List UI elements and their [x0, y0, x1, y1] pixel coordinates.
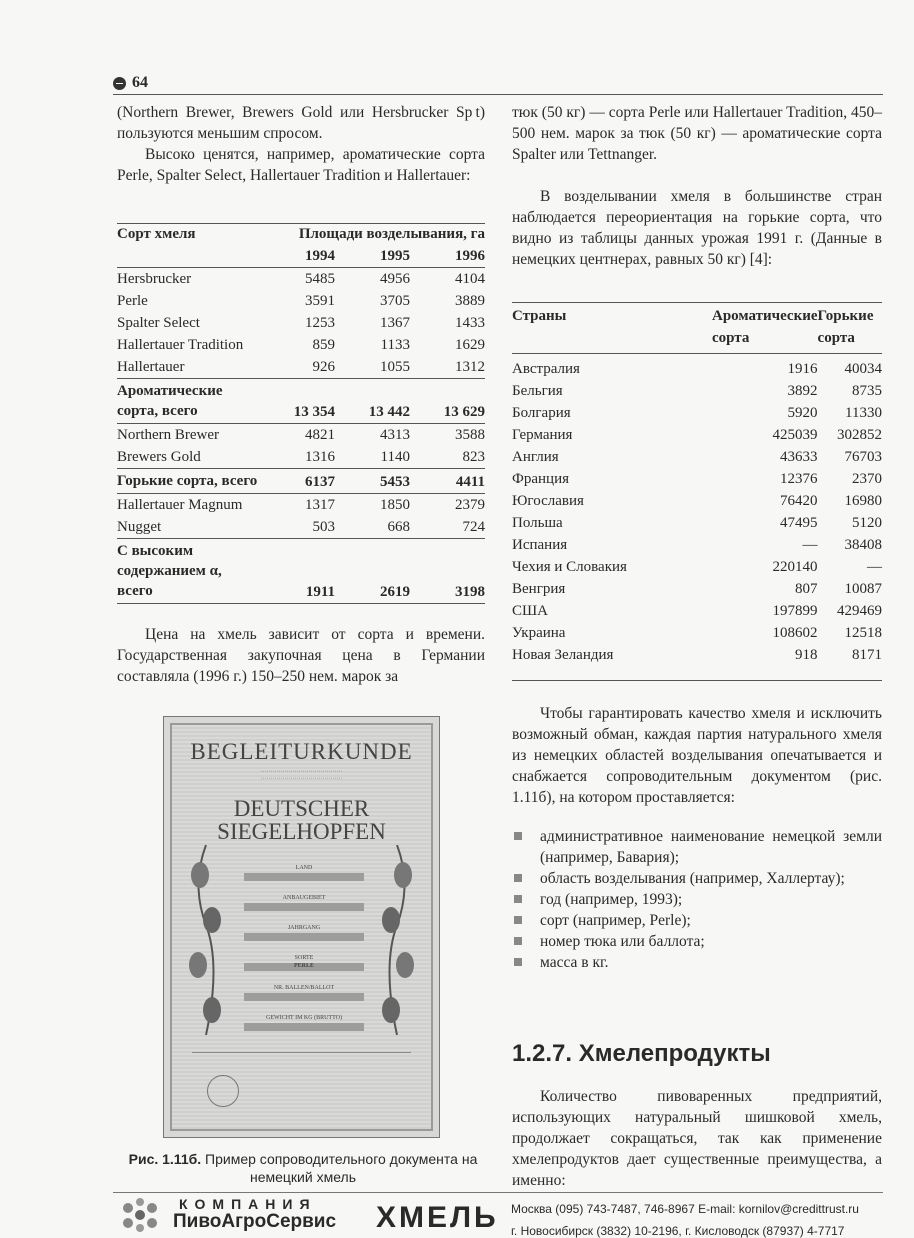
country-name: Польша: [512, 515, 563, 531]
aroma-value: 47495: [780, 515, 818, 531]
area-value: 859: [312, 337, 335, 353]
sort-name: Perle: [117, 293, 148, 309]
area-value: 13 629: [410, 379, 485, 424]
area-value: 1317: [260, 494, 335, 517]
area-value: 6137: [260, 469, 335, 494]
area-value: 1253: [305, 315, 335, 331]
fig-field-label: LAND: [295, 865, 313, 871]
hop-vine-right-icon: [377, 845, 417, 1035]
right-para-1: тюк (50 кг) — сорта Perle или Hallertauer Tradition, 450–500 нем. марок за тюк (50 кг) — ароматические сорта Spalter или Tettnanger.: [512, 104, 882, 163]
area-value: 1629: [455, 337, 485, 353]
left-para-2: Высоко ценятся, например, ароматические сорта Perle, Spalter Select, Hallertauer Tradition и Hallertauer:: [117, 146, 485, 184]
sort-name: Hallertauer Tradition: [117, 337, 244, 353]
hop-logo-icon: [117, 1198, 163, 1232]
country-name: Югославия: [512, 493, 584, 509]
area-value: 5453: [335, 469, 410, 494]
table1-row: [117, 494, 485, 517]
hop-vine-left-icon: [186, 845, 226, 1035]
table2-row: [512, 402, 882, 424]
aroma-value: 5920: [787, 405, 818, 421]
company-name: ПивоАгроСервис: [173, 1211, 337, 1232]
contact-line-1: Москва (095) 743-7487, 746-8967 E-mail: kornilov@credittrust.ru: [511, 1202, 859, 1216]
right-para-4: Количество пивоваренных предприятий, использующих натуральный шишковой хмель, продолжает сокращаться, так как применение хмелепродуктов дает существенные преимущества, а именно:: [512, 1088, 882, 1189]
bitter-value: 12518: [844, 625, 882, 641]
section-heading: 1.2.7. Хмелепродукты: [512, 1040, 771, 1067]
left-para-1: (Northern Brewer, Brewers Gold или Hersbrucker Sp t) пользуются меньшим спросом.: [117, 104, 485, 142]
product-name: ХМЕЛЬ: [376, 1201, 499, 1234]
aroma-value: 220140: [772, 559, 818, 575]
figure-caption: [118, 1150, 488, 1186]
fig-stamp-area: [192, 1052, 411, 1123]
bitter-value: 11330: [845, 405, 882, 421]
table2-row: [512, 512, 882, 534]
right-para-2: В возделывании хмеля в большинстве стран наблюдается переориентация на горькие сорта, что видно из таблицы данных урожая 1991 г. (Данные в немецких центнерах, равных 50 кг) [4]:: [512, 188, 882, 268]
area-value: 1911: [260, 539, 335, 604]
table1-row: [117, 446, 485, 469]
area-value: 4313: [335, 424, 410, 447]
country-name: Венгрия: [512, 581, 566, 597]
area-value: 724: [462, 519, 485, 535]
aroma-value: 807: [795, 581, 818, 597]
area-value: 1312: [455, 359, 485, 375]
area-value: 1055: [380, 359, 410, 375]
aroma-value: 12376: [780, 471, 818, 487]
col-sort-header: Сорт хмеля: [117, 226, 196, 242]
aroma-value: —: [802, 537, 818, 553]
fig-field-label: JAHRGANG: [287, 925, 321, 931]
bitter-value: 5120: [852, 515, 882, 531]
country-name: Испания: [512, 537, 568, 553]
country-name: Украина: [512, 625, 566, 641]
area-value: 503: [312, 519, 335, 535]
country-name: Чехия и Словакия: [512, 559, 627, 575]
sort-name: Ароматические сорта, всего: [117, 379, 260, 424]
country-name: Болгария: [512, 405, 571, 421]
country-name: Австралия: [512, 361, 580, 377]
area-value: 1133: [380, 337, 410, 353]
bullet-list: [512, 826, 882, 973]
sort-name: Nugget: [117, 519, 162, 535]
table2-bottom-rule: [512, 680, 882, 681]
bullet-item: сорт (например, Perle);: [512, 910, 882, 931]
caption-label: Рис. 1.11б.: [128, 1151, 202, 1167]
table2-row: [512, 644, 882, 666]
bullet-item: номер тюка или баллота;: [512, 931, 882, 952]
table2-row: [512, 556, 882, 578]
bitter-value: 38408: [844, 537, 882, 553]
caption-text: Пример сопроводительного документа на немецкий хмель: [201, 1151, 478, 1185]
figure-certificate-image: [163, 716, 440, 1138]
sort-name: Spalter Select: [117, 315, 200, 331]
header-rule: [113, 94, 883, 95]
area-value: 4821: [260, 424, 335, 447]
table1-row: [117, 424, 485, 447]
area-value: 3198: [410, 539, 485, 604]
table1-total-row: [117, 469, 485, 494]
fig-small-print: ········································· ·········································: [260, 769, 343, 782]
fig-title-begleiturkunde: BEGLEITURKUNDE: [190, 739, 413, 764]
table2-row: [512, 424, 882, 446]
year-header: 1995: [380, 248, 410, 264]
seal-icon: [207, 1075, 239, 1107]
aroma-value: 425039: [772, 427, 818, 443]
fig-field-label: ANBAUGEBIET: [282, 895, 326, 901]
bitter-value: 76703: [844, 449, 882, 465]
aroma-value: 1916: [787, 361, 818, 377]
col-bitter-header: Горькие сорта: [817, 308, 874, 346]
country-name: Франция: [512, 471, 569, 487]
bullet-item: административное наименование немецкой земли (например, Бавария);: [512, 826, 882, 868]
area-value: 13 442: [335, 379, 410, 424]
bitter-value: 16980: [844, 493, 882, 509]
table2-row: [512, 578, 882, 600]
page-marker-icon: [113, 77, 126, 90]
country-name: Бельгия: [512, 383, 563, 399]
sort-name: С высоким содержанием α, всего: [117, 539, 260, 604]
country-name: Германия: [512, 427, 573, 443]
area-value: 3705: [380, 293, 410, 309]
aroma-value: 76420: [780, 493, 818, 509]
bullet-item: год (например, 1993);: [512, 889, 882, 910]
bitter-value: 2370: [852, 471, 882, 487]
table1-row: [117, 268, 485, 291]
table1-row: [117, 516, 485, 539]
area-value: 1316: [305, 449, 335, 465]
fig-field-label: GEWICHT IM KG (BRUTTO): [266, 1015, 342, 1021]
fig-field-label: SORTE: [294, 955, 314, 961]
bitter-value: 8735: [852, 383, 882, 399]
fig-sorte-value: PERLE: [293, 963, 314, 969]
area-value: 4411: [410, 469, 485, 494]
country-harvest-table: [512, 303, 882, 666]
year-header: 1996: [455, 248, 485, 264]
aroma-value: 43633: [780, 449, 818, 465]
aroma-value: 108602: [772, 625, 818, 641]
area-value: 4104: [455, 271, 485, 287]
year-header: 1994: [305, 248, 335, 264]
bitter-value: 302852: [837, 427, 882, 443]
hop-area-table: [117, 223, 485, 604]
country-name: США: [512, 603, 548, 619]
table1-total-row: [117, 539, 485, 604]
fig-title2-line1: DEUTSCHER: [233, 796, 370, 821]
right-para-3: Чтобы гарантировать качество хмеля и исключить возможный обман, каждая партия натурального хмеля из немецких областей возделывания опечатывается и снабжается сопроводительным документом (рис. 1.11б), на котором проставляется:: [512, 705, 882, 806]
area-value: 1433: [455, 315, 485, 331]
fig-field-band: [244, 1023, 364, 1031]
aroma-value: 197899: [772, 603, 818, 619]
sort-name: Northern Brewer: [117, 424, 260, 447]
table2-row: [512, 622, 882, 644]
area-value: 5485: [305, 271, 335, 287]
table1-total-row: [117, 379, 485, 424]
area-value: 3591: [305, 293, 335, 309]
table2-row: [512, 490, 882, 512]
bullet-item: масса в кг.: [512, 952, 882, 973]
page-number-text: 64: [132, 74, 148, 91]
bitter-value: 40034: [844, 361, 882, 377]
sort-name: Hersbrucker: [117, 271, 192, 287]
footer-rule: [113, 1192, 883, 1193]
bitter-value: 10087: [844, 581, 882, 597]
area-value: 2379: [410, 494, 485, 517]
footer: [113, 1196, 883, 1236]
sort-name: Hallertauer Magnum: [117, 494, 260, 517]
area-value: 2619: [335, 539, 410, 604]
table2-row: [512, 600, 882, 622]
sort-name: Горькие сорта, всего: [117, 469, 260, 494]
sort-name: Hallertauer: [117, 359, 185, 375]
page-number: [113, 74, 148, 92]
area-value: 668: [387, 519, 410, 535]
fig-field-band: [244, 933, 364, 941]
aroma-value: 918: [795, 647, 818, 663]
area-value: 926: [312, 359, 335, 375]
bullet-item: область возделывания (например, Халлертау);: [512, 868, 882, 889]
fig-field-label: NR. BALLEN/BALLOT: [273, 985, 335, 991]
fig-field-band: [244, 993, 364, 1001]
table2-row: [512, 468, 882, 490]
area-value: 13 354: [260, 379, 335, 424]
area-value: 3588: [410, 424, 485, 447]
contact-line-2: г. Новосибирск (3832) 10-2196, г. Кисловодск (87937) 4-7717: [511, 1224, 845, 1238]
table1-row: [117, 312, 485, 334]
bitter-value: 8171: [852, 647, 882, 663]
table1-row: [117, 356, 485, 379]
area-value: 1367: [380, 315, 410, 331]
aroma-value: 3892: [787, 383, 818, 399]
fig-field-band: [244, 873, 364, 881]
table2-row: [512, 446, 882, 468]
col-aroma-header: Ароматические сорта: [712, 308, 818, 346]
fig-title-siegelhopfen: [172, 797, 431, 843]
area-value: 1140: [380, 449, 410, 465]
table2-row: [512, 534, 882, 556]
left-para-3: Цена на хмель зависит от сорта и времени. Государственная закупочная цена в Германии составляла (1996 г.) 150–250 нем. марок за: [117, 626, 485, 685]
table2-row: [512, 380, 882, 402]
area-value: 3889: [455, 293, 485, 309]
area-value: 823: [462, 449, 485, 465]
bitter-value: 429469: [837, 603, 882, 619]
company-label: КОМПАНИЯ: [179, 1196, 317, 1212]
fig-field-band: [244, 903, 364, 911]
bitter-value: —: [867, 559, 882, 575]
country-name: Новая Зеландия: [512, 647, 614, 663]
area-value: 1850: [335, 494, 410, 517]
country-name: Англия: [512, 449, 559, 465]
col-area-header: Площади возделывания, га: [298, 226, 485, 242]
sort-name: Brewers Gold: [117, 449, 201, 465]
col-country-header: Страны: [512, 308, 567, 324]
table1-row: [117, 290, 485, 312]
fig-title2-line2: SIEGELHOPFEN: [217, 819, 386, 844]
table2-row: [512, 354, 882, 381]
table1-row: [117, 334, 485, 356]
area-value: 4956: [380, 271, 410, 287]
